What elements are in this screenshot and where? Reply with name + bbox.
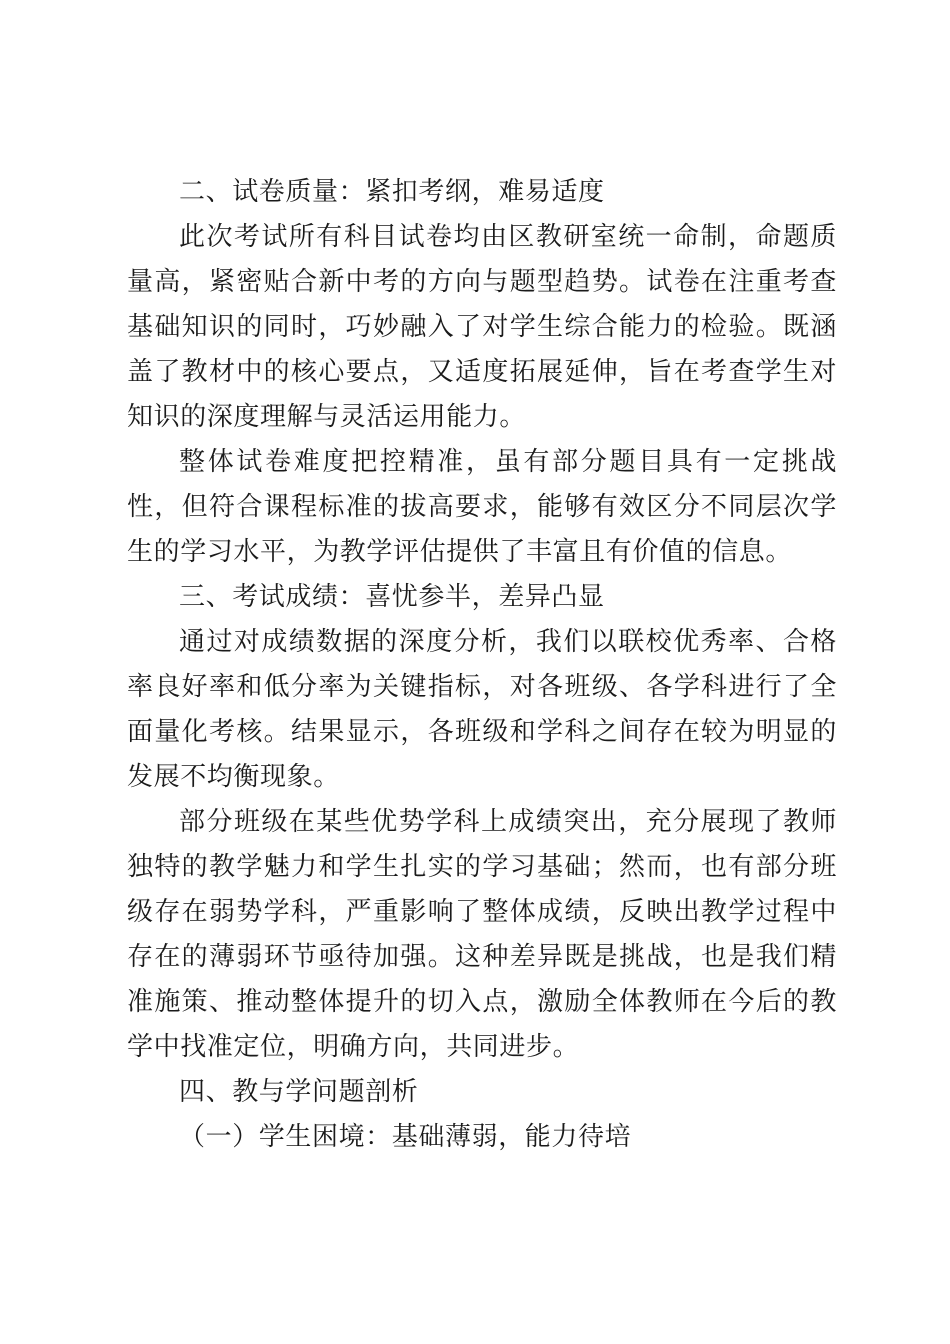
- section-heading-exam-results: 三、考试成绩：喜忧参半，差异凸显: [179, 582, 605, 612]
- subsection-heading-student-difficulties: （一）学生困境：基础薄弱，能力待培: [179, 1122, 632, 1152]
- paragraph-results-analysis: 通过对成绩数据的深度分析，我们以联校优秀率、合格率良好率和低分率为关键指标，对各班级、各学科进行了全面量化考核。结果显示，各班级和学科之间存在较为明显的发展不均衡现象。: [127, 627, 837, 792]
- paragraph-exam-difficulty: 整体试卷难度把控精准，虽有部分题目具有一定挑战性，但符合课程标准的拔高要求，能够有效区分不同层次学生的学习水平，为教学评估提供了丰富且有价值的信息。: [127, 447, 837, 567]
- document-page: [127, 170, 837, 1160]
- section-heading-problem-analysis: 四、教与学问题剖析: [179, 1077, 419, 1107]
- section-heading-exam-quality: 二、试卷质量：紧扣考纲，难易适度: [179, 177, 605, 207]
- paragraph-results-differences: 部分班级在某些优势学科上成绩突出，充分展现了教师独特的教学魅力和学生扎实的学习基础；然而，也有部分班级存在弱势学科，严重影响了整体成绩，反映出教学过程中存在的薄弱环节亟待加强。这种差异既是挑战，也是我们精准施策、推动整体提升的切入点，激励全体教师在今后的教学中找准定位，明确方向，共同进步。: [127, 807, 837, 1062]
- paragraph-exam-design: 此次考试所有科目试卷均由区教研室统一命制，命题质量高，紧密贴合新中考的方向与题型趋势。试卷在注重考查基础知识的同时，巧妙融入了对学生综合能力的检验。既涵盖了教材中的核心要点，又适度拓展延伸，旨在考查学生对知识的深度理解与灵活运用能力。: [127, 222, 837, 432]
